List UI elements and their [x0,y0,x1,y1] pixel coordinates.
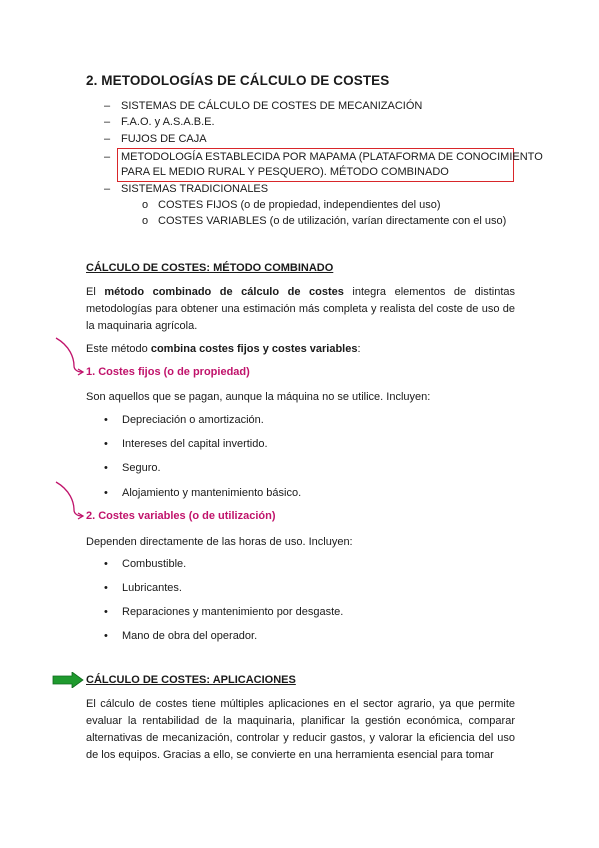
list-item-text: Depreciación o amortización. [122,414,264,426]
dash-marker: – [104,133,111,145]
traditional-label: SISTEMAS TRADICIONALES [121,183,269,195]
list-item-text: Mano de obra del operador. [122,630,258,642]
list-item-text: Combustible. [122,558,187,570]
section-heading: 2. METODOLOGÍAS DE CÁLCULO DE COSTES [86,73,390,88]
list-item-text: Seguro. [122,462,161,474]
dash-marker: – [104,151,111,163]
applications-paragraph: El cálculo de costes tiene múltiples aplicaciones en el sector agrario, ya que permite evaluar la rentabilidad de la maquinaria, planificar la gestión económica, comparar alternativas de mecanización, controlar y reducir gastos, y valorar la eficiencia del uso de los equipos. Gracias a ello, se convierte en una herramienta esencial para tomar [86,698,515,761]
bullet-marker: • [104,487,108,499]
method-label: F.A.O. y A.S.A.B.E. [121,116,215,128]
list-item-text: Lubricantes. [122,582,182,594]
highlighted-method-line1: METODOLOGÍA ESTABLECIDA POR MAPAMA (PLATAFORMA DE CONOCIMIENTO [121,151,543,163]
method-label: FUJOS DE CAJA [121,133,207,145]
section-title-applications: CÁLCULO DE COSTES: APLICACIONES [86,674,296,686]
dash-marker: – [104,100,111,112]
fixed-costs-title: 1. Costes fijos (o de propiedad) [86,366,250,378]
bullet-marker: • [104,438,108,450]
combines-paragraph: Este método combina costes fijos y costes variables: [86,343,361,355]
variable-costs-title: 2. Costes variables (o de utilización) [86,510,276,522]
bullet-marker: • [104,462,108,474]
highlighted-method-box [117,148,543,182]
variable-costs-desc: Dependen directamente de las horas de uso. Incluyen: [86,536,353,548]
sub-bullet-marker: o [142,199,149,211]
sub-item-text: COSTES VARIABLES (o de utilización, varían directamente con el uso) [158,215,507,227]
dash-marker: – [104,183,111,195]
bullet-marker: • [104,414,108,426]
bullet-marker: • [104,582,108,594]
list-item-text: Intereses del capital invertido. [122,438,268,450]
list-item-text: Alojamiento y mantenimiento básico. [122,487,302,499]
dash-marker: – [104,116,111,128]
bullet-marker: • [104,558,108,570]
sub-item-text: COSTES FIJOS (o de propiedad, independientes del uso) [158,199,441,211]
curved-arrow-icon [50,336,86,380]
list-item-text: Reparaciones y mantenimiento por desgaste. [122,606,344,618]
sub-bullet-marker: o [142,215,149,227]
fixed-costs-desc: Son aquellos que se pagan, aunque la máquina no se utilice. Incluyen: [86,391,431,403]
method-label: SISTEMAS DE CÁLCULO DE COSTES DE MECANIZACIÓN [121,100,423,112]
highlighted-method-line2: PARA EL MEDIO RURAL Y PESQUERO). MÉTODO COMBINADO [121,166,449,178]
green-arrow-icon [52,672,84,688]
curved-arrow-icon [50,480,86,524]
section-title-combined: CÁLCULO DE COSTES: MÉTODO COMBINADO [86,262,334,274]
bullet-marker: • [104,606,108,618]
intro-paragraph: El método combinado de cálculo de costes integra elementos de distintas metodologías para obtener una estimación más completa y realista del coste de uso de la maquinaria agrícola. [86,286,515,332]
bullet-marker: • [104,630,108,642]
